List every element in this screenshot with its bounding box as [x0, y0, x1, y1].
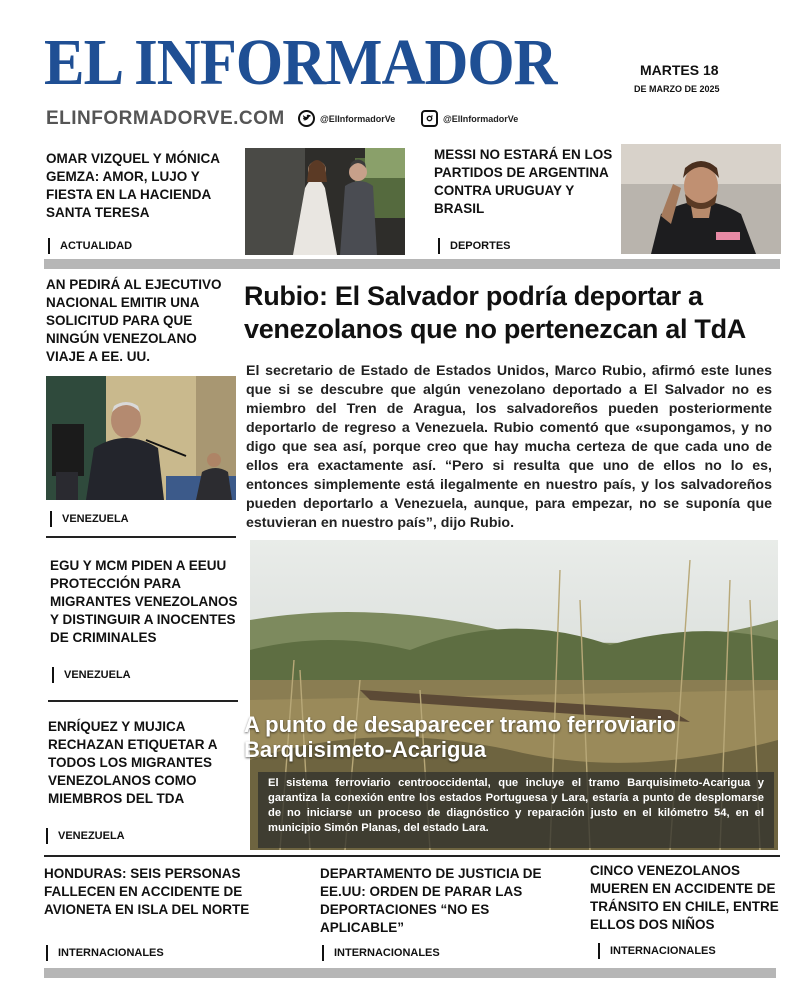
- twitter-handle-text: @ElInformadorVe: [320, 113, 396, 124]
- date-day: MARTES 18: [640, 62, 719, 78]
- twitter-handle[interactable]: [298, 110, 395, 127]
- wedding-photo: [245, 148, 405, 255]
- masthead-title: EL INFORMADOR: [44, 26, 557, 99]
- section-label: ACTUALIDAD: [60, 240, 133, 252]
- story-headline-chile[interactable]: CINCO VENEZOLANOS MUEREN EN ACCIDENTE DE TRÁNSITO EN CHILE, ENTRE ELLOS DOS NIÑOS: [590, 863, 779, 932]
- messi-photo: [621, 144, 781, 254]
- divider: [46, 536, 236, 538]
- instagram-handle[interactable]: [421, 110, 518, 127]
- main-headline[interactable]: Rubio: El Salvador podría deportar a venezolanos que no pertenezcan al TdA: [244, 281, 747, 344]
- instagram-icon: [421, 110, 438, 127]
- story-headline-honduras[interactable]: HONDURAS: SEIS PERSONAS FALLECEN EN ACCIDENTE DE AVIONETA EN ISLA DEL NORTE: [44, 866, 250, 917]
- main-story-body: El secretario de Estado de Estados Unidos, Marco Rubio, afirmó este lunes que si se descubre que algún venezolano deportado a El Salvador no es miembro del Tren de Aragua, los salvadoreños pueden posteriormente deportarlo de regreso a Venezuela. Rubio comentó que «supongamos, y no digo que sea así, porque creo que hay mucha certeza de que cada uno de ellos era exactamente así. “Pero si resulta que uno de ellos no lo es, entonces simplemente está ilegalmente en nuestro país, y los salvadoreños pueden deportarlo a Venezuela, aunque, para empezar, no se suponía que estuvieran en nuestro país”, dijo Rubio.: [246, 363, 772, 531]
- story-headline-egu[interactable]: EGU Y MCM PIDEN A EEUU PROTECCIÓN PARA MIGRANTES VENEZOLANOS Y DISTINGUIR A INOCENTES DE CRIMINALES: [50, 558, 238, 645]
- date-month-year: DE MARZO DE 2025: [634, 84, 720, 94]
- railway-story-body: El sistema ferroviario centrooccidental, que incluye el tramo Barquisimeto-Acarigua y garantiza la conexión entre los estados Portuguesa y Lara, estaría a punto de desplomarse de no iniciarse un proceso de diagnóstico y reparación justo en el kilómetro 54, en el municipio Simón Planas, del estado Lara.: [258, 772, 774, 848]
- section-label: INTERNACIONALES: [58, 947, 164, 959]
- section-tag[interactable]: [50, 511, 129, 527]
- story-headline-vizquel[interactable]: OMAR VIZQUEL Y MÓNICA GEMZA: AMOR, LUJO Y FIESTA EN LA HACIENDA SANTA TERESA: [46, 151, 220, 220]
- story-headline-enriquez[interactable]: ENRÍQUEZ Y MUJICA RECHAZAN ETIQUETAR A TODOS LOS MIGRANTES VENEZOLANOS COMO MIEMBROS DEL TDA: [48, 719, 217, 806]
- divider: [48, 700, 238, 702]
- site-url-link[interactable]: ELINFORMADORVE.COM: [46, 108, 285, 129]
- section-label: INTERNACIONALES: [334, 947, 440, 959]
- section-label: DEPORTES: [450, 240, 511, 252]
- section-tag[interactable]: [438, 238, 511, 254]
- story-headline-messi[interactable]: MESSI NO ESTARÁ EN LOS PARTIDOS DE ARGENTINA CONTRA URUGUAY Y BRASIL: [434, 147, 613, 216]
- section-label: VENEZUELA: [62, 513, 129, 525]
- section-label: INTERNACIONALES: [610, 945, 716, 957]
- politician-photo: [46, 376, 236, 500]
- divider: [44, 259, 780, 269]
- story-headline-an[interactable]: AN PEDIRÁ AL EJECUTIVO NACIONAL EMITIR UNA SOLICITUD PARA QUE NINGÚN VENEZOLANO VIAJE A EE. UU.: [46, 277, 222, 364]
- section-tag[interactable]: [52, 667, 131, 683]
- section-label: VENEZUELA: [58, 830, 125, 842]
- section-label: VENEZUELA: [64, 669, 131, 681]
- section-tag[interactable]: [322, 945, 440, 961]
- divider: [44, 968, 776, 978]
- section-tag[interactable]: [48, 238, 132, 254]
- instagram-handle-text: @ElInformadorVe: [443, 113, 519, 124]
- section-tag[interactable]: [598, 943, 716, 959]
- section-tag[interactable]: [46, 828, 125, 844]
- story-headline-justicia[interactable]: DEPARTAMENTO DE JUSTICIA DE EE.UU: ORDEN DE PARAR LAS DEPORTACIONES “NO ES APLICABLE”: [320, 866, 542, 935]
- twitter-icon: [298, 110, 315, 127]
- divider: [44, 855, 780, 857]
- section-tag[interactable]: [46, 945, 164, 961]
- railway-headline[interactable]: A punto de desaparecer tramo ferroviario Barquisimeto-Acarigua: [244, 712, 676, 762]
